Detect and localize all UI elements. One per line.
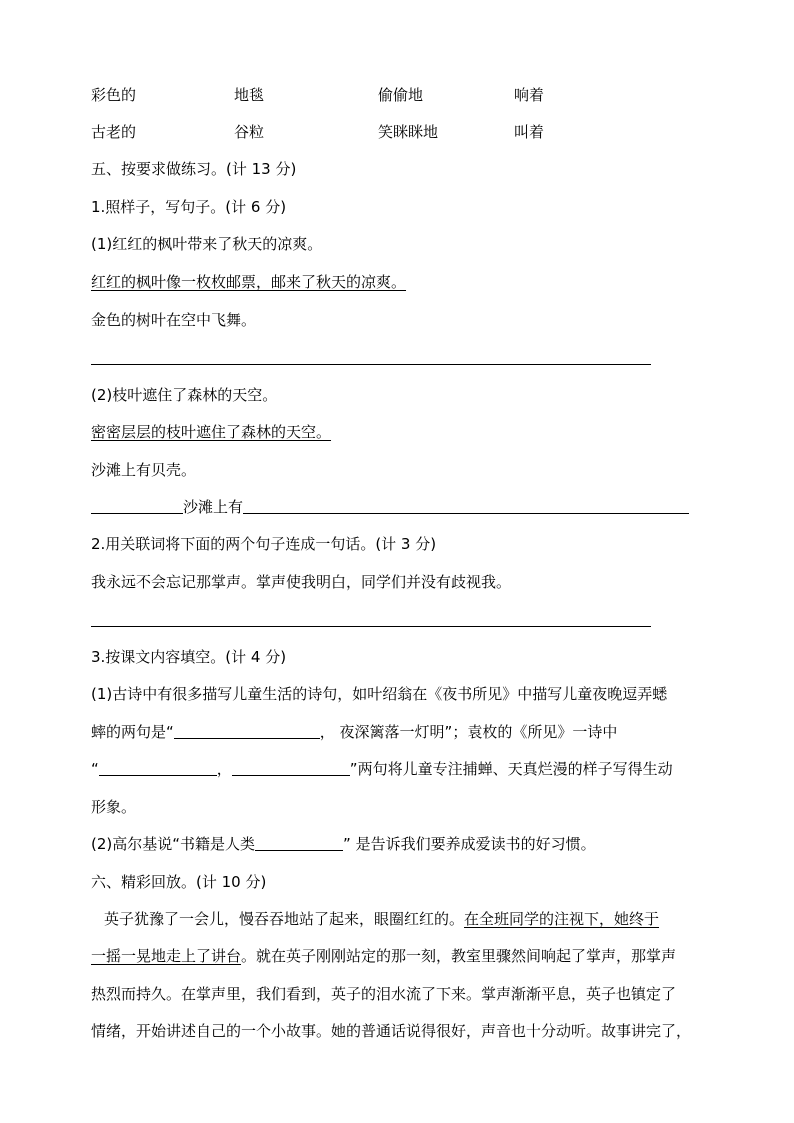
passage-line-4: 情绪，开始讲述自己的一个小故事。她的普通话说得很好，声音也十分动听。故事讲完了， (91, 1022, 692, 1040)
q1-item2-fill-row (91, 497, 689, 517)
q3-title: 3.按课文内容填空。(计 4 分) (91, 648, 287, 666)
passage-line-3: 热烈而持久。在掌声里，我们看到，英子的泪水流了下来。掌声渐渐平息，英子也镇定了 (91, 985, 677, 1003)
q1-item1-task: 金色的树叶在空中飞舞。 (91, 311, 257, 329)
q1-item1-example: 红红的枫叶像一枚枚邮票，邮来了秋天的凉爽。 (91, 273, 407, 291)
q3-p1-line3 (91, 759, 673, 779)
passage-l2-underlined: 一摇一晃地走上了讲台 (91, 947, 242, 965)
word-row2-col1: 古老的 (91, 123, 137, 141)
q1-item2-prompt: (2)枝叶遮住了森林的天空。 (91, 386, 278, 404)
q1-title: 1.照样子，写句子。(计 6 分) (91, 198, 287, 216)
word-row2-col4: 叫着 (514, 123, 545, 141)
section5-title: 五、按要求做练习。(计 13 分) (91, 160, 297, 178)
word-row1-col4: 响着 (514, 86, 545, 104)
q3-p1-line3-a: “ (91, 760, 99, 778)
q1-item2-example: 密密层层的枝叶遮住了森林的天空。 (91, 423, 332, 441)
q3-p1-line3-c: ”两句将儿童专注捕蝉、天真烂漫的样子写得生动 (349, 760, 673, 778)
q2-answer-line[interactable] (91, 626, 651, 627)
word-row1-col1: 彩色的 (91, 86, 137, 104)
passage-line-2 (91, 946, 676, 966)
q1-item1-answer-line[interactable] (91, 364, 651, 365)
q1-item2-blank-before[interactable] (91, 497, 183, 514)
q1-item2-blank-after[interactable] (243, 497, 689, 514)
word-row1-col2: 地毯 (234, 86, 265, 104)
word-row2-col2: 谷粒 (234, 123, 265, 141)
q3-p1-line1: (1)古诗中有很多描写儿童生活的诗句，如叶绍翁在《夜书所见》中描写儿童夜晚逗弄蟋 (91, 685, 668, 703)
q1-item2-fill-mid: 沙滩上有 (183, 498, 244, 516)
passage-l1-a: 英子犹豫了一会儿，慢吞吞地站了起来，眼圈红红的。 (104, 910, 465, 928)
word-row1-col3: 偷偷地 (378, 86, 424, 104)
q3-p2-a: (2)高尔基说“书籍是人类 (91, 835, 256, 853)
q3-p1-line2-a: 蟀的两句是“ (91, 723, 174, 741)
q1-item2-task: 沙滩上有贝壳。 (91, 461, 197, 479)
q3-p2-b: ” 是告诉我们要养成爱读书的好习惯。 (343, 835, 596, 853)
q3-p2 (91, 834, 596, 854)
passage-l1-underlined: 在全班同学的注视下，她终于 (464, 910, 660, 928)
q3-p1-line2-b: ， 夜深篱落一灯明”；袁枚的《所见》一诗中 (319, 723, 618, 741)
section6-title: 六、精彩回放。(计 10 分) (91, 873, 267, 891)
q3-p1-line3-b: ， (216, 760, 232, 778)
passage-l2-b: 。就在英子刚刚站定的那一刻，教室里骤然间响起了掌声，那掌声 (241, 947, 677, 965)
q3-p1-line2 (91, 722, 617, 742)
q1-item1-prompt: (1)红红的枫叶带来了秋天的凉爽。 (91, 235, 323, 253)
q2-title: 2.用关联词将下面的两个句子连成一句话。(计 3 分) (91, 535, 437, 553)
word-row2-col3: 笑眯眯地 (378, 123, 439, 141)
q3-p1-line4: 形象。 (91, 798, 137, 816)
passage-line-1 (104, 909, 659, 929)
q3-poem-blank-1[interactable] (174, 722, 320, 739)
q3-poem-blank-2[interactable] (99, 759, 217, 776)
q3-poem-blank-3[interactable] (232, 759, 350, 776)
q2-sentence: 我永远不会忘记那掌声。掌声使我明白，同学们并没有歧视我。 (91, 573, 512, 591)
q3-quote-blank[interactable] (255, 834, 343, 851)
